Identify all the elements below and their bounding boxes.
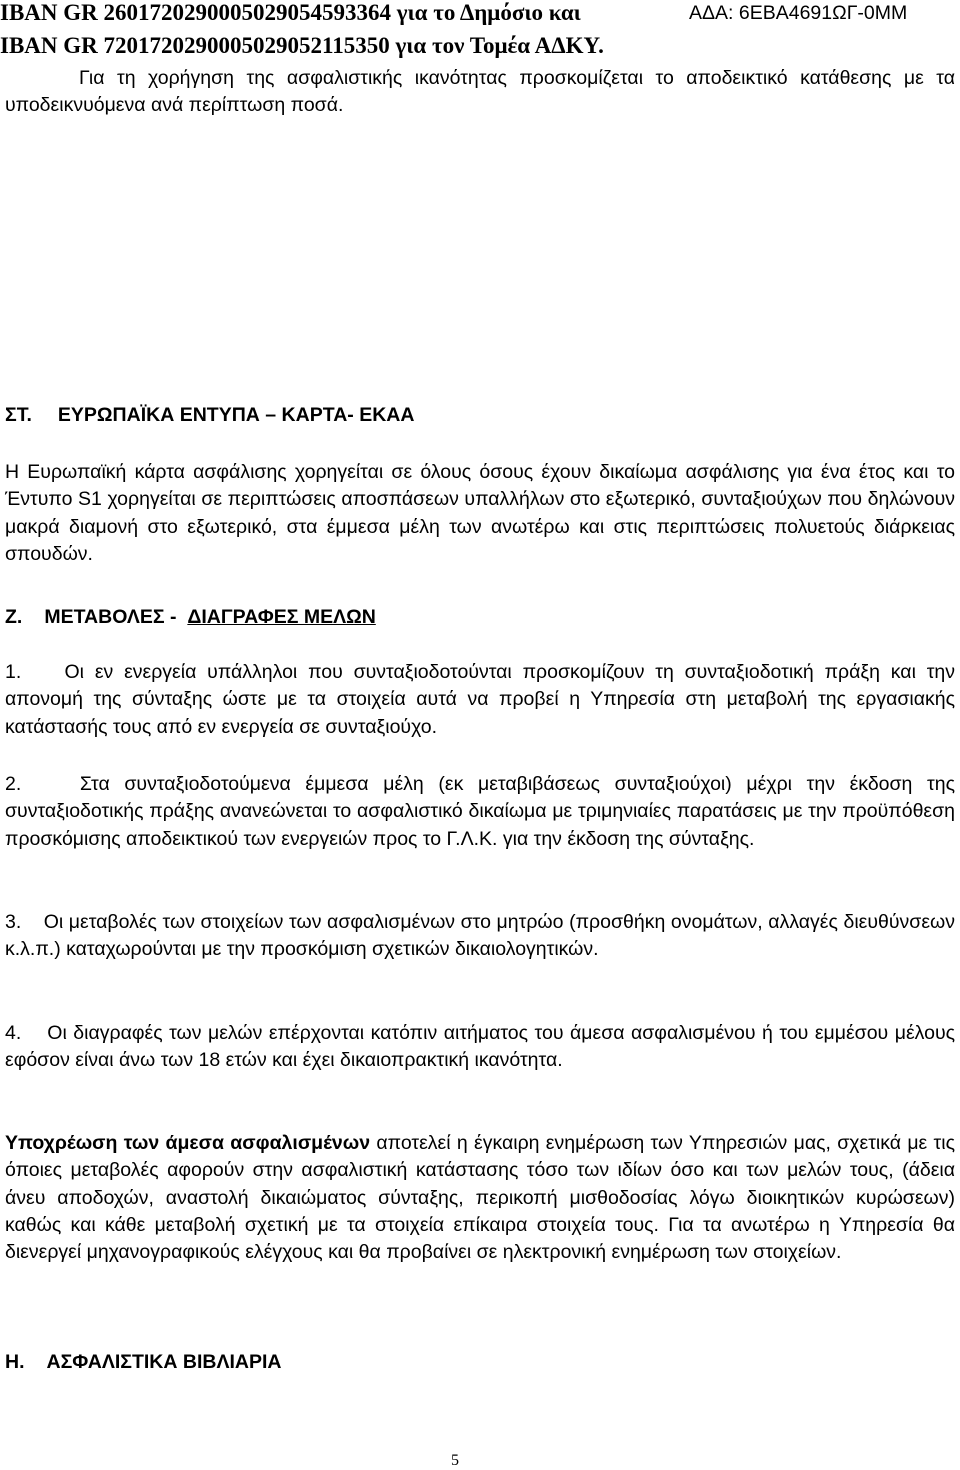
list-item	[5, 909, 955, 964]
iban-line-1	[0, 0, 581, 26]
item-number: 1.	[5, 661, 22, 683]
section-st-title: ΕΥΡΩΠΑΪΚΑ ΕΝΤΥΠΑ – ΚΑΡΤΑ- ΕΚΑΑ	[57, 404, 415, 426]
iban-2: IBAN GR 7201720290005029052115350	[0, 33, 390, 58]
iban-line-2	[0, 33, 604, 59]
intro-paragraph: Για τη χορήγηση της ασφαλιστικής ικανότητας προσκομίζεται το αποδεικτικό κατάθεσης με τα υποδεικνυόμενα ανά περίπτωση ποσά.	[5, 67, 955, 117]
page-number: 5	[451, 1452, 459, 1469]
section-h-heading	[5, 1351, 281, 1374]
list-item	[5, 659, 955, 741]
iban-1: IBAN GR 2601720290005029054593364	[0, 0, 392, 25]
section-st-heading	[5, 404, 414, 427]
section-h-number: Η.	[5, 1351, 25, 1373]
obligation-text: αποτελεί η έγκαιρη ενημέρωση των Υπηρεσιών μας, σχετικά με τις όποιες μεταβολές αφορούν στην ασφαλιστική κατάστασης τόσο των ιδίων όσο και των μελών τους, (άδεια άνευ αποδοχών, αναστολή δικαιώματος σύνταξης, περικοπή μισθοδοσίας λόγω διοικητικών κυρώσεων) καθώς και κάθε μεταβολή σχετική με τα στοιχεία επίκαιρα στοιχεία τους. Για τα ανωτέρω η Υπηρεσία θα διενεργεί μηχανογραφικούς ελέγχους και θα προβαίνει σε ηλεκτρονική ενημέρωση των στοιχείων.	[5, 1132, 955, 1264]
section-st-number: ΣΤ.	[5, 404, 32, 426]
section-h-title: ΑΣΦΑΛΙΣΤΙΚΑ ΒΙΒΛΙΑΡΙΑ	[46, 1351, 282, 1373]
section-z-heading	[5, 606, 376, 629]
obligation-bold-lead: Υποχρέωση των άμεσα ασφαλισμένων	[5, 1132, 371, 1154]
section-z-title-prefix: ΜΕΤΑΒΟΛΕΣ -	[44, 606, 177, 628]
section-z-title-underlined: ΔΙΑΓΡΑΦΕΣ ΜΕΛΩΝ	[187, 606, 376, 628]
ada-code: ΑΔΑ: 6ΕΒΑ4691ΩΓ-0ΜΜ	[689, 2, 908, 24]
iban-2-suffix: για τον Τομέα ΑΔΚΥ.	[395, 33, 604, 58]
item-text: Οι εν ενεργεία υπάλληλοι που συνταξιοδοτούνται προσκομίζουν τη συνταξιοδοτική πράξη και την απονομή της σύνταξης ώστε με τα στοιχεία αυτά να προβεί η Υπηρεσία στη μεταβολή της εργασιακής κατάστασής τους από εν ενεργεία σε συνταξιούχο.	[5, 661, 956, 738]
section-st-body: Η Ευρωπαϊκή κάρτα ασφάλισης χορηγείται σε όλους όσους έχουν δικαίωμα ασφάλισης για ένα έτος και το Έντυπο S1 χορηγείται σε περιπτώσεις αποσπάσεων υπαλλήλων στο εξωτερικό, συνταξιούχων που δηλώνουν μακρά διαμονή στο εξωτερικό, στα έμμεσα μέλη των ανωτέρω και στις περιπτώσεις πολυετούς διάρκειας σπουδών.	[5, 461, 955, 565]
item-number: 3.	[5, 911, 22, 933]
item-text: Οι μεταβολές των στοιχείων των ασφαλισμένων στο μητρώο (προσθήκη ονομάτων, αλλαγές διευθύνσεων κ.λ.π.) καταχωρούνται με την προσκόμιση σχετικών δικαιολογητικών.	[5, 911, 955, 961]
obligation-paragraph	[5, 1130, 955, 1266]
item-number: 4.	[5, 1022, 22, 1044]
iban-1-suffix: για το Δημόσιο και	[396, 0, 581, 25]
list-item	[5, 1020, 955, 1075]
section-z-number: Ζ.	[5, 606, 23, 628]
item-text: Οι διαγραφές των μελών επέρχονται κατόπιν αιτήματος του άμεσα ασφαλισμένου ή του εμμέσου μέλους εφόσον είναι άνω των 18 ετών και έχει δικαιοπρακτική ικανότητα.	[5, 1022, 956, 1072]
item-text: Στα συνταξιοδοτούμενα έμμεσα μέλη (εκ μεταβιβάσεως συνταξιούχοι) μέχρι την έκδοση της συνταξιοδοτικής πράξης ανανεώνεται το ασφαλιστικό δικαίωμα με τριμηνιαίες παρατάσεις με την προϋπόθεση προσκόμισης αποδεικτικού των ενεργειών προς το Γ.Λ.Κ. για την έκδοση της σύνταξης.	[5, 773, 956, 850]
list-item	[5, 771, 955, 853]
item-number: 2.	[5, 773, 22, 795]
